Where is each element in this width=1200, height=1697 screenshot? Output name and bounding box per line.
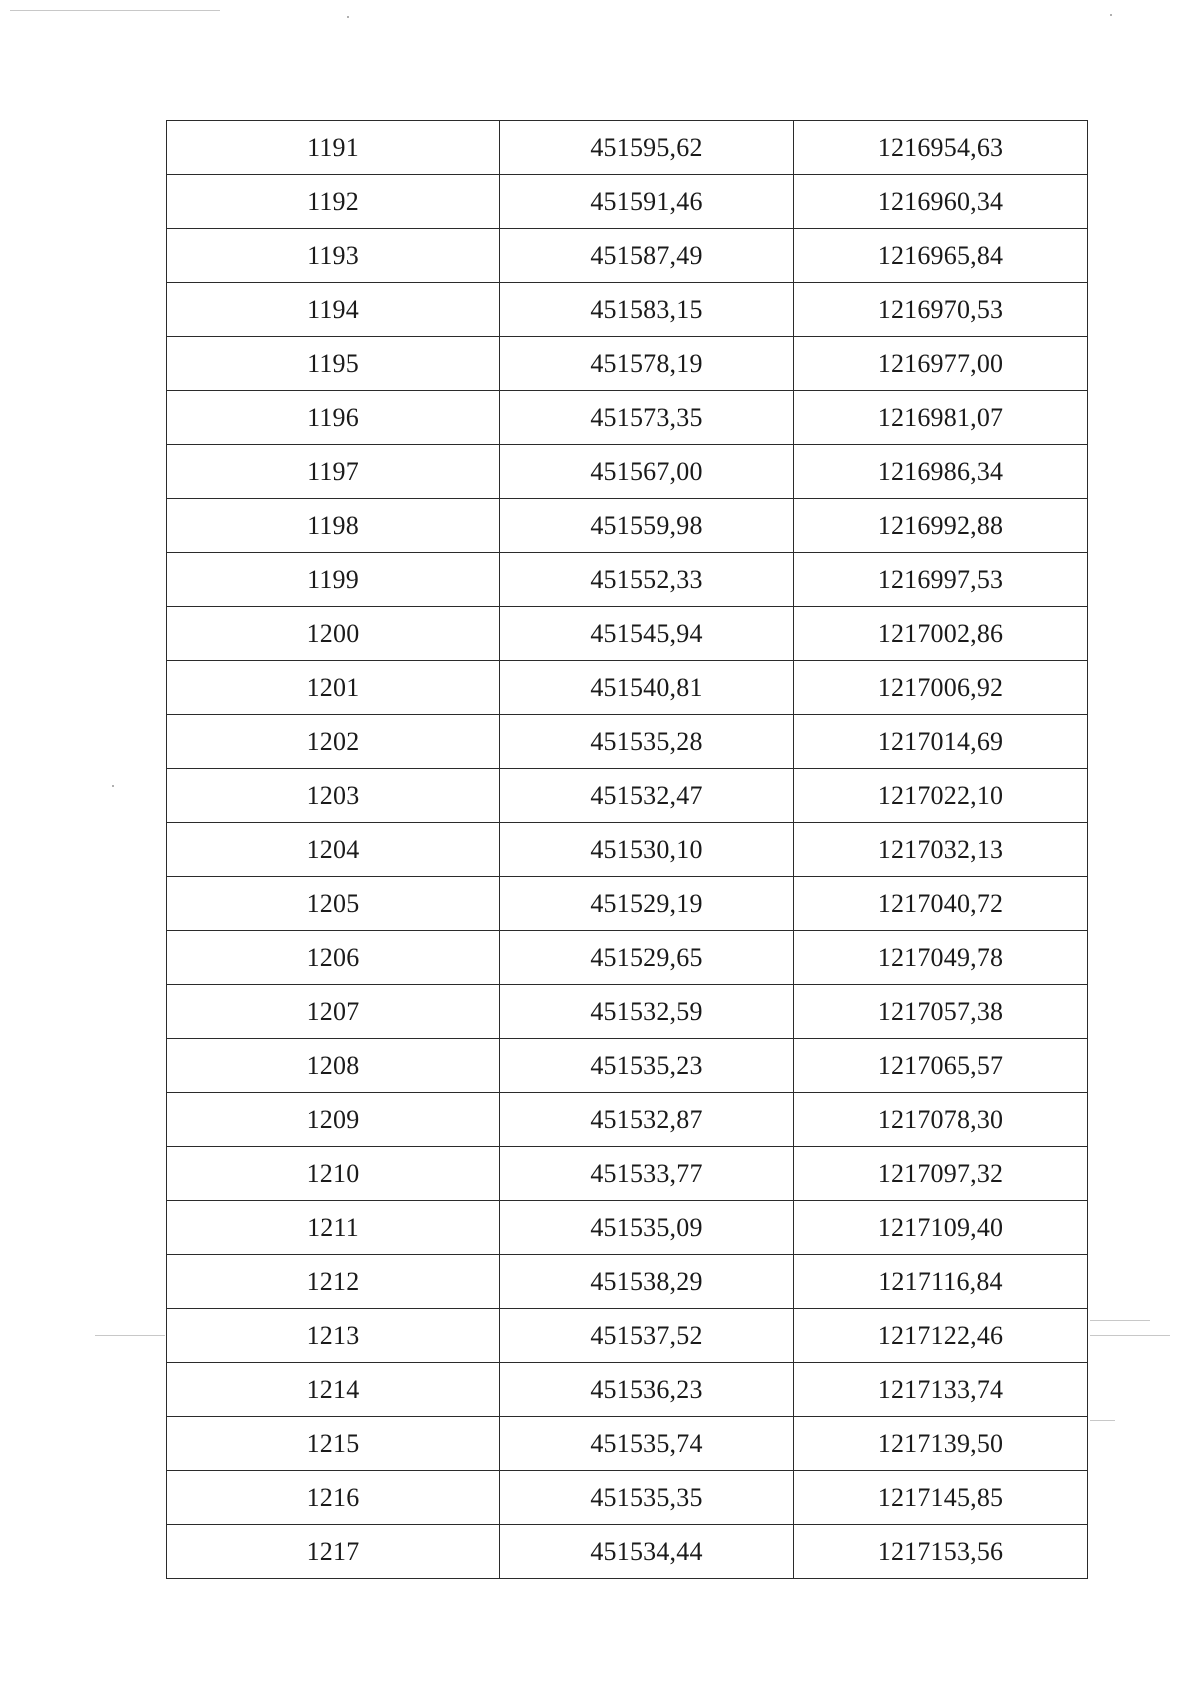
x-coordinate-cell: 451530,10 [500,823,794,877]
x-coordinate-cell: 451529,19 [500,877,794,931]
y-coordinate-cell: 1216992,88 [794,499,1088,553]
x-coordinate-cell: 451532,47 [500,769,794,823]
x-coordinate-cell: 451545,94 [500,607,794,661]
point-number-cell: 1207 [167,985,500,1039]
x-coordinate-cell: 451559,98 [500,499,794,553]
y-coordinate-cell: 1217109,40 [794,1201,1088,1255]
table-row [167,769,1088,823]
point-number-cell: 1206 [167,931,500,985]
scan-artifact-dot [1110,14,1112,16]
table-row [167,1309,1088,1363]
x-coordinate-cell: 451587,49 [500,229,794,283]
table-row [167,121,1088,175]
x-coordinate-cell: 451532,87 [500,1093,794,1147]
table-row [167,1417,1088,1471]
y-coordinate-cell: 1216977,00 [794,337,1088,391]
table-row [167,823,1088,877]
point-number-cell: 1202 [167,715,500,769]
y-coordinate-cell: 1216960,34 [794,175,1088,229]
x-coordinate-cell: 451534,44 [500,1525,794,1579]
x-coordinate-cell: 451578,19 [500,337,794,391]
y-coordinate-cell: 1216981,07 [794,391,1088,445]
point-number-cell: 1197 [167,445,500,499]
x-coordinate-cell: 451595,62 [500,121,794,175]
x-coordinate-cell: 451535,28 [500,715,794,769]
y-coordinate-cell: 1217002,86 [794,607,1088,661]
y-coordinate-cell: 1216954,63 [794,121,1088,175]
point-number-cell: 1205 [167,877,500,931]
x-coordinate-cell: 451536,23 [500,1363,794,1417]
table-row [167,985,1088,1039]
point-number-cell: 1215 [167,1417,500,1471]
point-number-cell: 1192 [167,175,500,229]
x-coordinate-cell: 451535,09 [500,1201,794,1255]
scan-noise [1090,1335,1170,1336]
point-number-cell: 1209 [167,1093,500,1147]
x-coordinate-cell: 451529,65 [500,931,794,985]
point-number-cell: 1204 [167,823,500,877]
x-coordinate-cell: 451532,59 [500,985,794,1039]
point-number-cell: 1191 [167,121,500,175]
scan-noise [1090,1320,1150,1321]
scan-noise [95,1335,165,1336]
point-number-cell: 1212 [167,1255,500,1309]
point-number-cell: 1217 [167,1525,500,1579]
scan-noise [1090,1420,1115,1421]
table-row [167,445,1088,499]
y-coordinate-cell: 1217014,69 [794,715,1088,769]
y-coordinate-cell: 1216965,84 [794,229,1088,283]
x-coordinate-cell: 451591,46 [500,175,794,229]
table-row [167,283,1088,337]
point-number-cell: 1193 [167,229,500,283]
y-coordinate-cell: 1217097,32 [794,1147,1088,1201]
table-row [167,931,1088,985]
x-coordinate-cell: 451533,77 [500,1147,794,1201]
x-coordinate-cell: 451573,35 [500,391,794,445]
point-number-cell: 1213 [167,1309,500,1363]
coordinates-table-body [167,121,1088,1579]
y-coordinate-cell: 1216970,53 [794,283,1088,337]
point-number-cell: 1195 [167,337,500,391]
y-coordinate-cell: 1217078,30 [794,1093,1088,1147]
x-coordinate-cell: 451537,52 [500,1309,794,1363]
point-number-cell: 1203 [167,769,500,823]
point-number-cell: 1201 [167,661,500,715]
y-coordinate-cell: 1216986,34 [794,445,1088,499]
scan-artifact-dot [112,785,114,787]
y-coordinate-cell: 1216997,53 [794,553,1088,607]
x-coordinate-cell: 451567,00 [500,445,794,499]
y-coordinate-cell: 1217032,13 [794,823,1088,877]
x-coordinate-cell: 451535,23 [500,1039,794,1093]
table-row [167,877,1088,931]
coordinates-table [166,120,1088,1579]
table-row [167,175,1088,229]
point-number-cell: 1199 [167,553,500,607]
point-number-cell: 1211 [167,1201,500,1255]
table-row [167,661,1088,715]
table-row [167,229,1088,283]
table-row [167,391,1088,445]
point-number-cell: 1216 [167,1471,500,1525]
x-coordinate-cell: 451552,33 [500,553,794,607]
y-coordinate-cell: 1217139,50 [794,1417,1088,1471]
scan-artifact-line [10,10,220,11]
scan-artifact-dot [347,16,349,18]
y-coordinate-cell: 1217006,92 [794,661,1088,715]
y-coordinate-cell: 1217065,57 [794,1039,1088,1093]
x-coordinate-cell: 451540,81 [500,661,794,715]
x-coordinate-cell: 451535,74 [500,1417,794,1471]
point-number-cell: 1210 [167,1147,500,1201]
y-coordinate-cell: 1217040,72 [794,877,1088,931]
table-row [167,1147,1088,1201]
table-row [167,1363,1088,1417]
point-number-cell: 1214 [167,1363,500,1417]
point-number-cell: 1198 [167,499,500,553]
table-row [167,553,1088,607]
point-number-cell: 1200 [167,607,500,661]
x-coordinate-cell: 451538,29 [500,1255,794,1309]
y-coordinate-cell: 1217122,46 [794,1309,1088,1363]
y-coordinate-cell: 1217145,85 [794,1471,1088,1525]
point-number-cell: 1194 [167,283,500,337]
table-row [167,715,1088,769]
y-coordinate-cell: 1217022,10 [794,769,1088,823]
x-coordinate-cell: 451535,35 [500,1471,794,1525]
table-row [167,1471,1088,1525]
y-coordinate-cell: 1217049,78 [794,931,1088,985]
point-number-cell: 1208 [167,1039,500,1093]
y-coordinate-cell: 1217153,56 [794,1525,1088,1579]
table-row [167,337,1088,391]
x-coordinate-cell: 451583,15 [500,283,794,337]
y-coordinate-cell: 1217057,38 [794,985,1088,1039]
y-coordinate-cell: 1217116,84 [794,1255,1088,1309]
point-number-cell: 1196 [167,391,500,445]
table-row [167,607,1088,661]
table-row [167,1039,1088,1093]
table-row [167,1525,1088,1579]
table-row [167,1093,1088,1147]
y-coordinate-cell: 1217133,74 [794,1363,1088,1417]
table-row [167,1255,1088,1309]
table-row [167,1201,1088,1255]
table-row [167,499,1088,553]
